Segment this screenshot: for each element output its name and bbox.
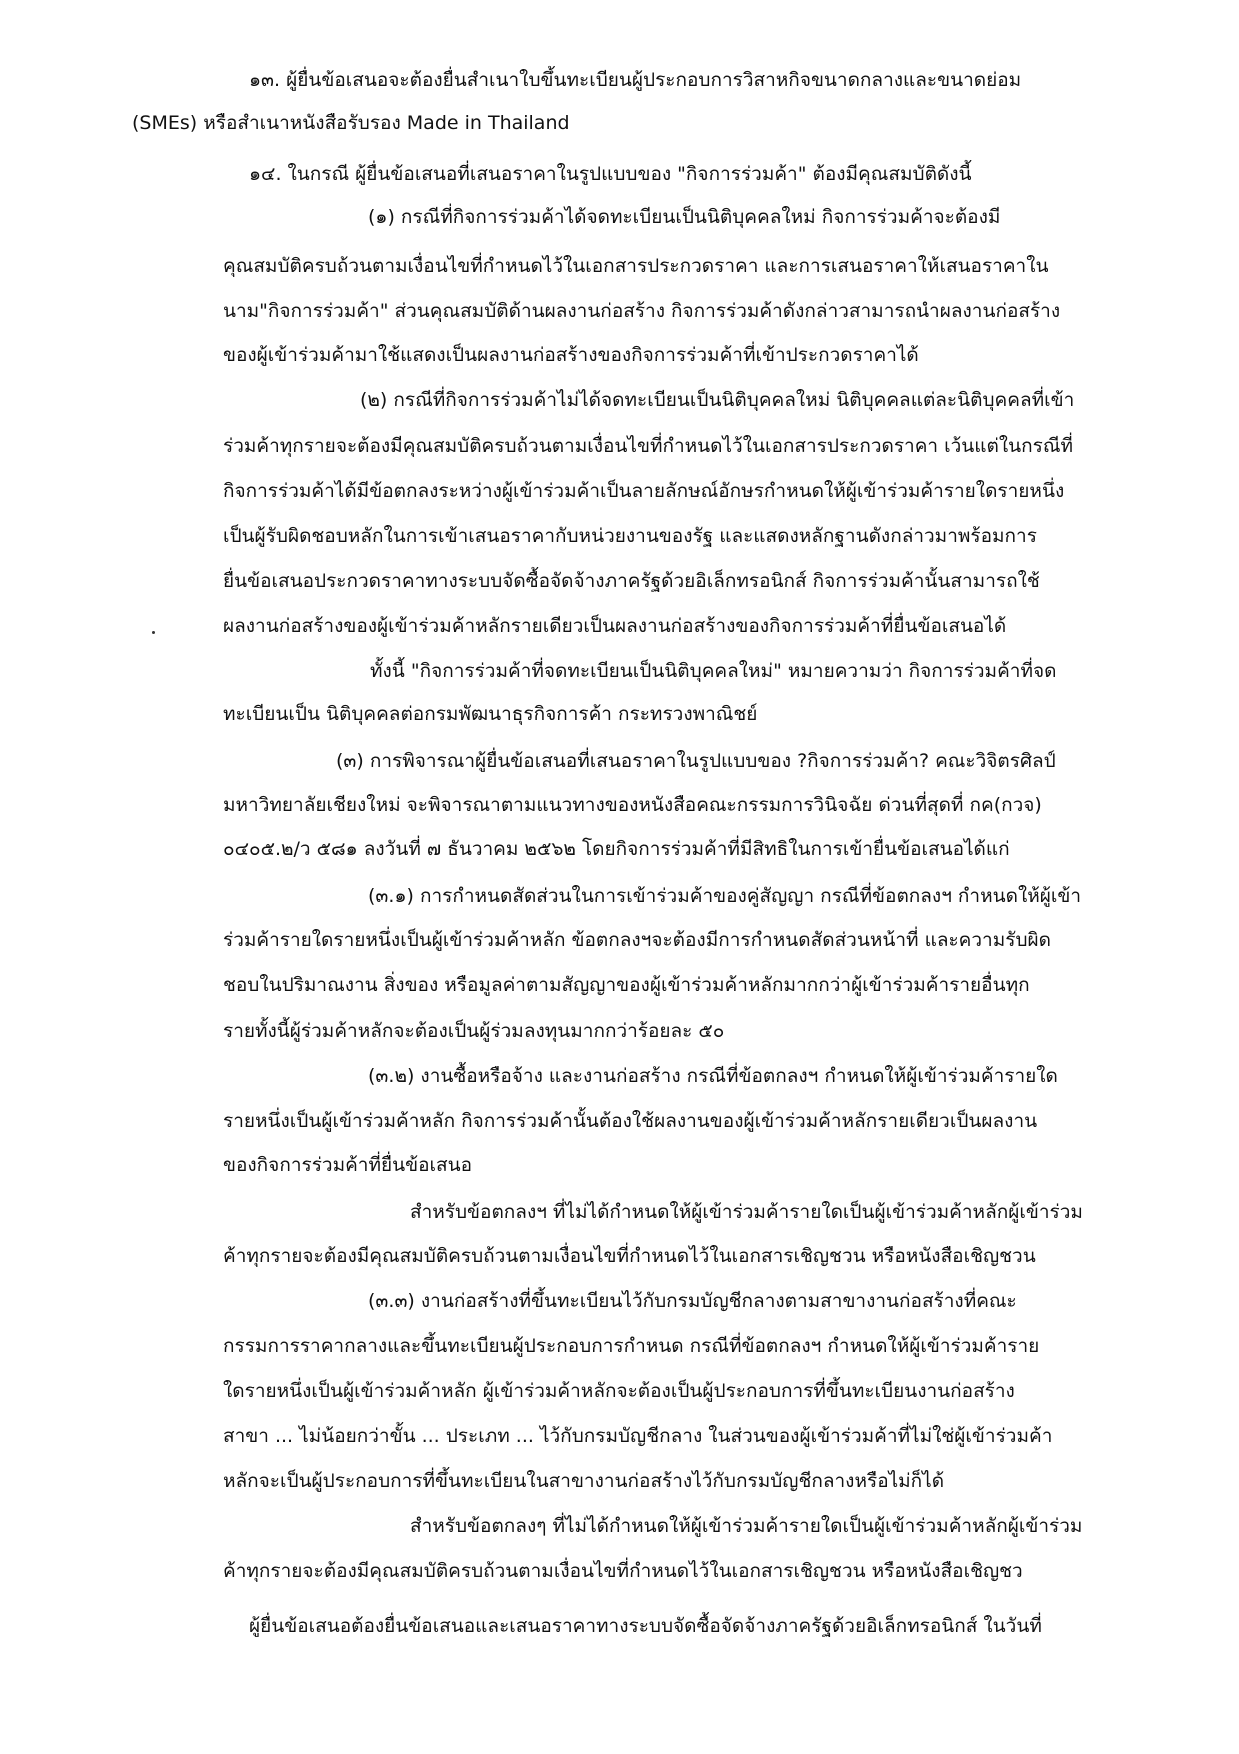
clause-14-1-line-4: ของผู้เข้าร่วมค้ามาใช้แสดงเป็นผลงานก่อสร้างของกิจการร่วมค้าที่เข้าประกวดราคาได้ — [223, 344, 919, 366]
clause-14-3-3-note-line-2: ค้าทุกรายจะต้องมีคุณสมบัติครบถ้วนตามเงื่อนไขที่กำหนดไว้ในเอกสารเชิญชวน หรือหนังสือเชิญชว — [223, 1560, 1023, 1582]
clause-14-3-1-line-1: (๓.๑) การกำหนดสัดส่วนในการเข้าร่วมค้าของคู่สัญญา กรณีที่ข้อตกลงฯ กำหนดให้ผู้เข้า — [368, 885, 1082, 907]
clause-14-3-line-1: (๓) การพิจารณาผู้ยื่นข้อเสนอที่เสนอราคาในรูปแบบของ ?กิจการร่วมค้า? คณะวิจิตรศิลป์ — [336, 750, 1056, 772]
clause-14-1-line-1: (๑) กรณีที่กิจการร่วมค้าได้จดทะเบียนเป็นนิติบุคคลใหม่ กิจการร่วมค้าจะต้องมี — [368, 206, 1001, 228]
clause-14-3-line-3: ๐๔๐๕.๒/ว ๕๘๑ ลงวันที่ ๗ ธันวาคม ๒๕๖๒ โดยกิจการร่วมค้าที่มีสิทธิในการเข้ายื่นข้อเสนอได้แก่ — [223, 838, 1010, 860]
clause-14-2-note-line-2: ทะเบียนเป็น นิติบุคคลต่อกรมพัฒนาธุรกิจการค้า กระทรวงพาณิชย์ — [223, 703, 758, 725]
submission-line: ผู้ยื่นข้อเสนอต้องยื่นข้อเสนอและเสนอราคาทางระบบจัดซื้อจัดจ้างภาครัฐด้วยอิเล็กทรอนิกส์ ในวันที่ — [249, 1615, 1042, 1637]
clause-14-3-3-note-line-1: สำหรับข้อตกลงๆ ที่ไม่ได้กำหนดให้ผู้เข้าร่วมค้ารายใดเป็นผู้เข้าร่วมค้าหลักผู้เข้าร่วม — [410, 1515, 1083, 1537]
clause-13-line-1: ๑๓. ผู้ยื่นข้อเสนอจะต้องยื่นสำเนาใบขึ้นทะเบียนผู้ประกอบการวิสาหกิจขนาดกลางและขนาดย่อม — [249, 69, 1022, 91]
clause-14-2-line-4: เป็นผู้รับผิดชอบหลักในการเข้าเสนอราคากับหน่วยงานของรัฐ และแสดงหลักฐานดังกล่าวมาพร้อมการ — [223, 525, 1037, 547]
clause-14-3-2-line-2: รายหนึ่งเป็นผู้เข้าร่วมค้าหลัก กิจการร่วมค้านั้นต้องใช้ผลงานของผู้เข้าร่วมค้าหลักรายเดียวเป็นผลงาน — [223, 1110, 1038, 1132]
clause-14-2-line-1: (๒) กรณีที่กิจการร่วมค้าไม่ได้จดทะเบียนเป็นนิติบุคคลใหม่ นิติบุคคลแต่ละนิติบุคคลที่เข้า — [360, 389, 1075, 411]
stray-dot-mark — [152, 631, 155, 634]
clause-14-2-line-6: ผลงานก่อสร้างของผู้เข้าร่วมค้าหลักรายเดียวเป็นผลงานก่อสร้างของกิจการร่วมค้าที่ยื่นข้อเสนอได้ — [223, 615, 1007, 637]
clause-14-3-3-line-2: กรรมการราคากลางและขึ้นทะเบียนผู้ประกอบการกำหนด กรณีที่ข้อตกลงฯ กำหนดให้ผู้เข้าร่วมค้าราย — [223, 1335, 1040, 1357]
clause-14-3-1-line-2: ร่วมค้ารายใดรายหนึ่งเป็นผู้เข้าร่วมค้าหลัก ข้อตกลงฯจะต้องมีการกำหนดสัดส่วนหน้าที่ และความรับผิด — [223, 929, 1051, 951]
clause-14-3-2-line-3: ของกิจการร่วมค้าที่ยื่นข้อเสนอ — [223, 1154, 473, 1176]
clause-14-3-3-line-5: หลักจะเป็นผู้ประกอบการที่ขึ้นทะเบียนในสาขางานก่อสร้างไว้กับกรมบัญชีกลางหรือไม่ก็ได้ — [223, 1470, 945, 1492]
clause-14-2-line-3: กิจการร่วมค้าได้มีข้อตกลงระหว่างผู้เข้าร่วมค้าเป็นลายลักษณ์อักษรกำหนดให้ผู้เข้าร่วมค้ารายใดรายหนึ่ง — [223, 480, 1065, 502]
clause-13-line-2: (SMEs) หรือสำเนาหนังสือรับรอง Made in Thailand — [132, 112, 570, 134]
clause-14-3-3-line-4: สาขา ... ไม่น้อยกว่าขั้น ... ประเภท ... ไว้กับกรมบัญชีกลาง ในส่วนของผู้เข้าร่วมค้าที่ไม่ใช่ผู้เข้าร่วมค้า — [223, 1425, 1053, 1447]
clause-14-3-line-2: มหาวิทยาลัยเชียงใหม่ จะพิจารณาตามแนวทางของหนังสือคณะกรรมการวินิจฉัย ด่วนที่สุดที่ กค(กวจ) — [223, 794, 1042, 816]
clause-14-3-1-line-3: ชอบในปริมาณงาน สิ่งของ หรือมูลค่าตามสัญญาของผู้เข้าร่วมค้าหลักมากกว่าผู้เข้าร่วมค้ารายอื่นทุก — [223, 974, 1030, 996]
clause-14-3-3-line-3: ใดรายหนึ่งเป็นผู้เข้าร่วมค้าหลัก ผู้เข้าร่วมค้าหลักจะต้องเป็นผู้ประกอบการที่ขึ้นทะเบียนงานก่อสร้าง — [223, 1380, 1015, 1402]
clause-14-1-line-3: นาม"กิจการร่วมค้า" ส่วนคุณสมบัติด้านผลงานก่อสร้าง กิจการร่วมค้าดังกล่าวสามารถนำผลงานก่อสร้าง — [223, 300, 1061, 322]
clause-14-3-1-line-4: รายทั้งนี้ผู้ร่วมค้าหลักจะต้องเป็นผู้ร่วมลงทุนมากกว่าร้อยละ ๕๐ — [223, 1020, 725, 1042]
clause-14-1-line-2: คุณสมบัติครบถ้วนตามเงื่อนไขที่กำหนดไว้ในเอกสารประกวดราคา และการเสนอราคาให้เสนอราคาใน — [223, 255, 1049, 277]
clause-14-3-2-line-1: (๓.๒) งานซื้อหรือจ้าง และงานก่อสร้าง กรณีที่ข้อตกลงฯ กำหนดให้ผู้เข้าร่วมค้ารายใด — [368, 1065, 1058, 1087]
clause-14-3-2-note-line-1: สำหรับข้อตกลงฯ ที่ไม่ได้กำหนดให้ผู้เข้าร่วมค้ารายใดเป็นผู้เข้าร่วมค้าหลักผู้เข้าร่วม — [410, 1201, 1083, 1223]
clause-14-2-note-line-1: ทั้งนี้ "กิจการร่วมค้าที่จดทะเบียนเป็นนิติบุคคลใหม่" หมายความว่า กิจการร่วมค้าที่จด — [370, 660, 1057, 682]
clause-14-3-2-note-line-2: ค้าทุกรายจะต้องมีคุณสมบัติครบถ้วนตามเงื่อนไขที่กำหนดไว้ในเอกสารเชิญชวน หรือหนังสือเชิญชวน — [223, 1245, 1036, 1267]
clause-14-2-line-2: ร่วมค้าทุกรายจะต้องมีคุณสมบัติครบถ้วนตามเงื่อนไขที่กำหนดไว้ในเอกสารประกวดราคา เว้นแต่ในกรณีที่ — [223, 435, 1073, 457]
clause-14-2-line-5: ยื่นข้อเสนอประกวดราคาทางระบบจัดซื้อจัดจ้างภาครัฐด้วยอิเล็กทรอนิกส์ กิจการร่วมค้านั้นสามารถใช้ — [223, 570, 1040, 592]
clause-14-3-3-line-1: (๓.๓) งานก่อสร้างที่ขึ้นทะเบียนไว้กับกรมบัญชีกลางตามสาขางานก่อสร้างที่คณะ — [368, 1290, 1017, 1312]
clause-14-heading: ๑๔. ในกรณี ผู้ยื่นข้อเสนอที่เสนอราคาในรูปแบบของ "กิจการร่วมค้า" ต้องมีคุณสมบัติดังนี้ — [249, 163, 972, 185]
